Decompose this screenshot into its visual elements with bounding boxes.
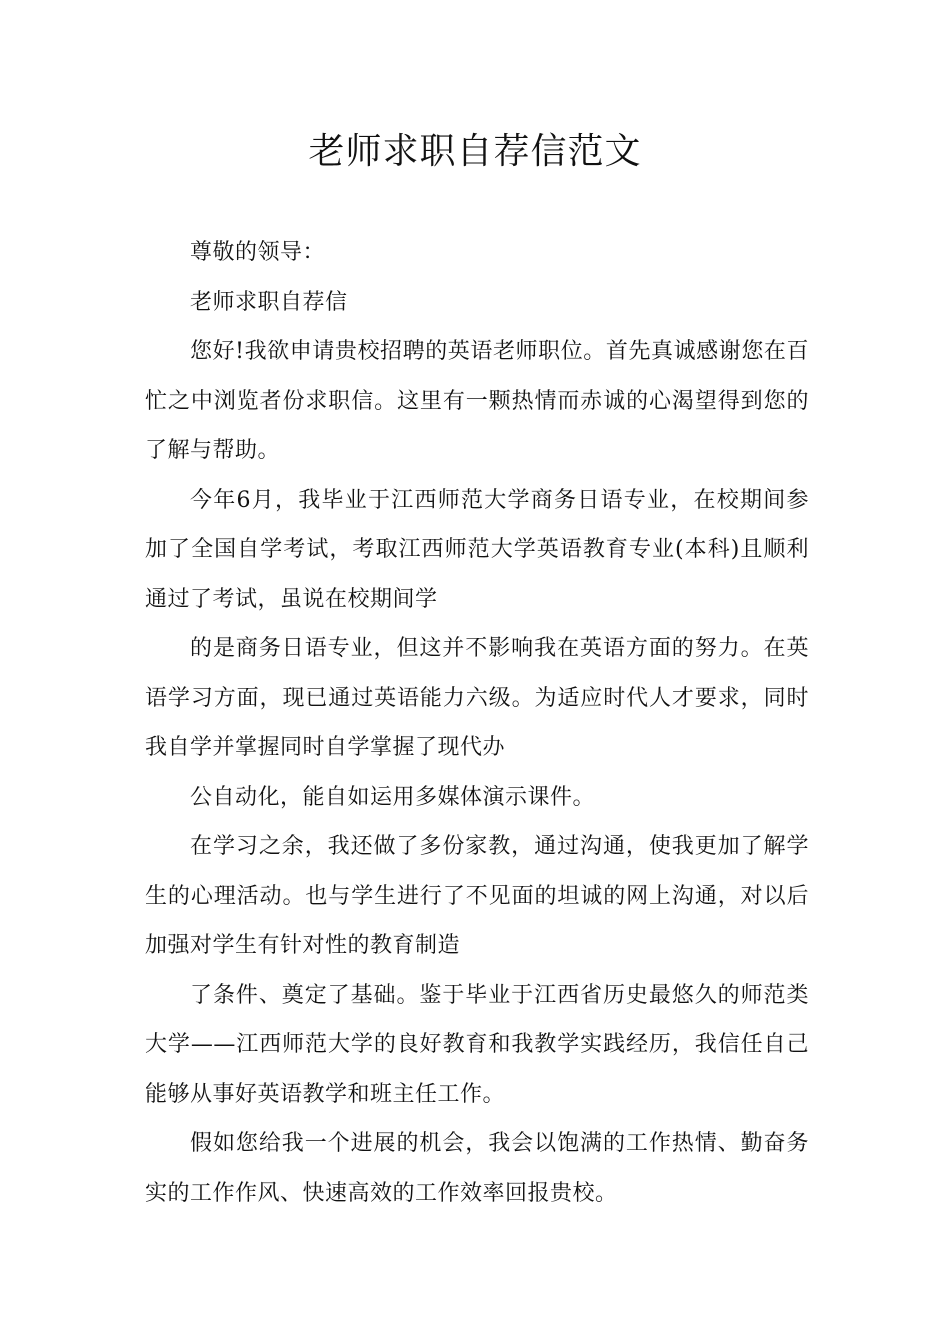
body-paragraph: 假如您给我一个进展的机会，我会以饱满的工作热情、勤奋务实的工作作风、快速高效的工作效率回报贵校。: [145, 1131, 809, 1206]
body-paragraph: 今年6月，我毕业于江西师范大学商务日语专业，在校期间参加了全国自学考试，考取江西师范大学英语教育专业(本科)且顺利通过了考试，虽说在校期间学: [145, 487, 809, 612]
body-paragraph: 公自动化，能自如运用多媒体演示课件。: [190, 784, 596, 810]
salutation: 尊敬的领导：: [190, 240, 326, 265]
body-paragraph: 的是商务日语专业，但这并不影响我在英语方面的努力。在英语学习方面，现已通过英语能力六级。为适应时代人才要求，同时我自学并掌握同时自学掌握了现代办: [145, 636, 809, 760]
document-title: 老师求职自荐信范文: [308, 131, 642, 172]
body-paragraph: 了条件、奠定了基础。鉴于毕业于江西省历史最悠久的师范类大学——江西师范大学的良好教育和我教学实践经历，我信任自己能够从事好英语教学和班主任工作。: [145, 982, 809, 1107]
document-body: [145, 228, 809, 1218]
letter-subject: 老师求职自荐信: [190, 289, 348, 315]
body-paragraph: 您好!我欲申请贵校招聘的英语老师职位。首先真诚感谢您在百忙之中浏览者份求职信。这里有一颗热情而赤诚的心渴望得到您的了解与帮助。: [145, 339, 809, 463]
body-paragraph: 在学习之余，我还做了多份家教，通过沟通，使我更加了解学生的心理活动。也与学生进行了不见面的坦诚的网上沟通，对以后加强对学生有针对性的教育制造: [145, 834, 809, 958]
